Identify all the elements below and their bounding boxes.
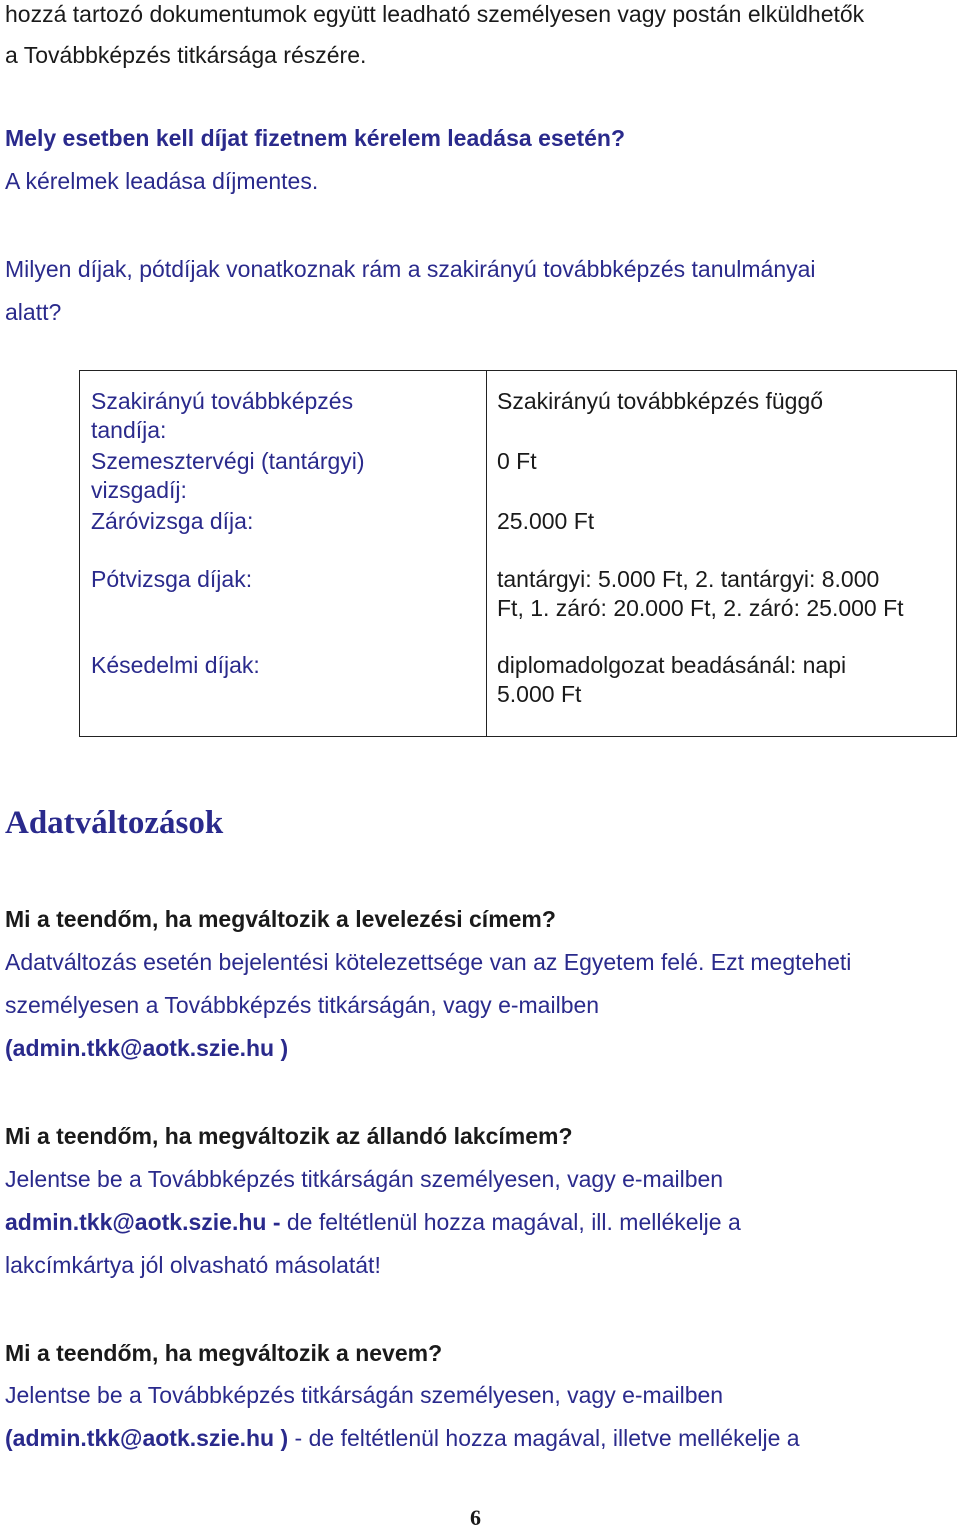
email-link[interactable]: admin.tkk@aotk.szie.hu bbox=[12, 1035, 275, 1061]
answer-rest: de feltétlenül hozza magával, ill. mellékelje a bbox=[286, 1209, 741, 1235]
faq-address-answer-line-2: személyesen a Továbbképzés titkárságán, vagy e-mailben bbox=[5, 992, 600, 1018]
page-number: 6 bbox=[470, 1505, 481, 1530]
faq-address-email-line bbox=[5, 1034, 288, 1062]
exam-fee-label-2: vizsgadíj: bbox=[91, 477, 187, 503]
dash: - bbox=[266, 1209, 287, 1235]
faq-permanent-address-question: Mi a teendőm, ha megváltozik az állandó lakcímem? bbox=[5, 1123, 573, 1149]
faq-name-answer-line-2 bbox=[5, 1424, 800, 1452]
section-heading: Adatváltozások bbox=[5, 805, 224, 841]
faq-permanent-address-answer-line-3: lakcímkártya jól olvasható másolatát! bbox=[5, 1252, 381, 1278]
faq-address-answer-line-1: Adatváltozás esetén bejelentési kötelezettsége van az Egyetem felé. Ezt megteheti bbox=[5, 949, 852, 975]
tuition-label-2: tandíja: bbox=[91, 417, 167, 443]
email-link[interactable]: admin.tkk@aotk.szie.hu bbox=[12, 1425, 275, 1451]
tuition-label-1: Szakirányú továbbképzés bbox=[91, 388, 354, 414]
faq-permanent-address-answer-line-2 bbox=[5, 1208, 741, 1236]
faq-address-question: Mi a teendőm, ha megváltozik a levelezési címem? bbox=[5, 906, 556, 932]
open-paren: ( bbox=[5, 1425, 13, 1451]
answer-rest: - de feltétlenül hozza magával, illetve mellékelje a bbox=[288, 1425, 800, 1451]
intro-line-1: hozzá tartozó dokumentumok együtt leadható személyesen vagy postán elküldhetők bbox=[5, 1, 865, 27]
faq-permanent-address-answer-line-1: Jelentse be a Továbbképzés titkárságán személyesen, vagy e-mailben bbox=[5, 1166, 724, 1192]
faq-fees-question-line-2: alatt? bbox=[5, 299, 62, 325]
email-link[interactable]: admin.tkk@aotk.szie.hu bbox=[5, 1209, 267, 1235]
final-exam-value: 25.000 Ft bbox=[497, 508, 595, 534]
retake-label: Pótvizsga díjak: bbox=[91, 566, 253, 592]
retake-value-2: Ft, 1. záró: 20.000 Ft, 2. záró: 25.000 Ft bbox=[497, 595, 904, 621]
open-paren: ( bbox=[5, 1035, 13, 1061]
intro-line-2: a Továbbképzés titkársága részére. bbox=[5, 42, 367, 68]
exam-fee-label-1: Szemesztervégi (tantárgyi) bbox=[91, 448, 365, 474]
close-paren: ) bbox=[274, 1035, 289, 1061]
fee-table-divider bbox=[486, 371, 487, 736]
late-value-2: 5.000 Ft bbox=[497, 681, 582, 707]
late-value-1: diplomadolgozat beadásánál: napi bbox=[497, 652, 847, 678]
faq-fee-request-question: Mely esetben kell díjat fizetnem kérelem leadása esetén? bbox=[5, 125, 626, 151]
retake-value-1: tantárgyi: 5.000 Ft, 2. tantárgyi: 8.000 bbox=[497, 566, 880, 592]
close-paren: ) bbox=[274, 1425, 289, 1451]
final-exam-label: Záróvizsga díja: bbox=[91, 508, 254, 534]
exam-fee-value: 0 Ft bbox=[497, 448, 537, 474]
faq-fee-request-answer: A kérelmek leadása díjmentes. bbox=[5, 168, 319, 194]
tuition-value: Szakirányú továbbképzés függő bbox=[497, 388, 824, 414]
faq-fees-question-line-1: Milyen díjak, pótdíjak vonatkoznak rám a szakirányú továbbképzés tanulmányai bbox=[5, 256, 816, 282]
faq-name-question: Mi a teendőm, ha megváltozik a nevem? bbox=[5, 1340, 443, 1366]
fee-table bbox=[79, 370, 957, 737]
faq-name-answer-line-1: Jelentse be a Továbbképzés titkárságán személyesen, vagy e-mailben bbox=[5, 1382, 724, 1408]
late-label: Késedelmi díjak: bbox=[91, 652, 260, 678]
